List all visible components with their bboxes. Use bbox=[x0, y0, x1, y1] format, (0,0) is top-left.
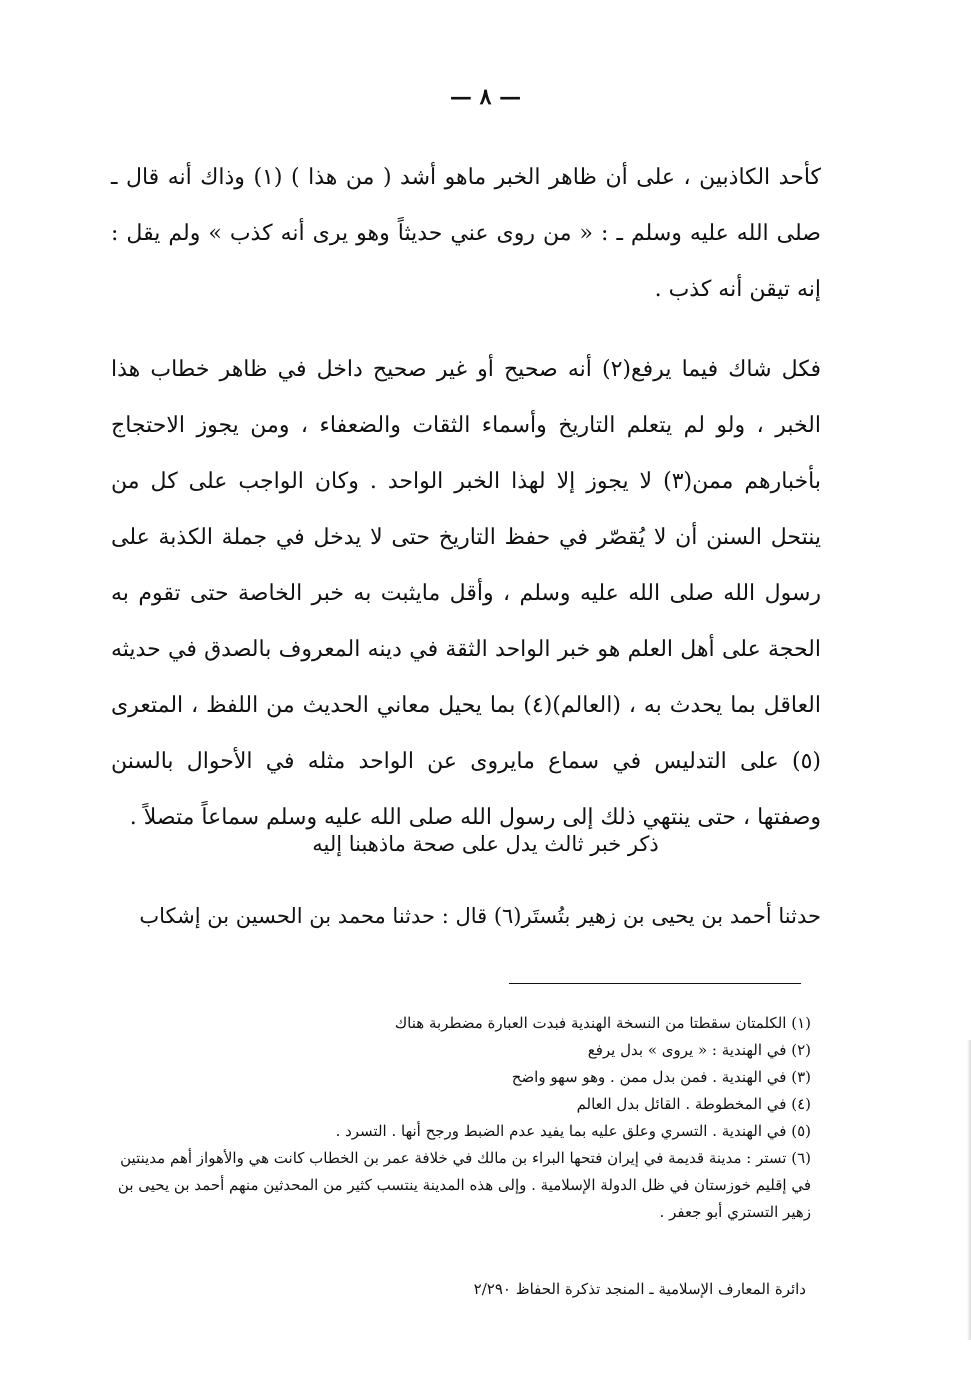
footnote-4: (٤) في المخطوطة . القائل بدل العالم bbox=[576, 1095, 811, 1113]
paragraph-2: فكل شاك فيما يرفع(٢) أنه صحيح أو غير صحيح داخل في ظاهر خطاب هذا الخبر ، ولو لم يتعلم التاريخ وأسماء الثقات والضعفاء ، ومن يجوز الاحتجاج بأخبارهم ممن(٣) لا يجوز إلا لهذا الخبر الواحد . وكان الواجب على كل من ينتحل السنن أن لا يُقصّر في حفظ التاريخ حتى لا يدخل في جملة الكذبة على رسول الله صلى الله عليه وسلم ، وأقل مايثبت به خبر الخاصة حتى تقوم به الحجة على أهل العلم هو خبر الواحد الثقة في دينه المعروف بالصدق في حديثه العاقل بما يحدث به ، (العالم)(٤) بما يحيل معاني الحديث من اللفظ ، المتعرى (٥) على التدليس في سماع مايروى عن الواحد مثله في الأحوال بالسنن وصفتها ، حتى ينتهي ذلك إلى رسول الله صلى الله عليه وسلم سماعاً متصلاً . bbox=[111, 357, 821, 830]
footnote-5: (٥) في الهندية . التسري وعلق عليه بما يفيد عدم الضبط ورجح أنها . التسرد . bbox=[335, 1122, 811, 1140]
section-heading: ذكر خبر ثالث يدل على صحة ماذهبنا إليه bbox=[312, 832, 659, 856]
paragraph-1: كأحد الكاذبين ، على أن ظاهر الخبر ماهو أشد ( من هذا ) (١) وذاك أنه قال ـ صلى الله عليه وسلم ـ : « من روى عني حديثاً وهو يرى أنه كذب » ولم يقل : إنه تيقن أنه كذب . bbox=[111, 165, 821, 302]
scan-edge-shadow bbox=[967, 1040, 971, 1340]
footnote-source: دائرة المعارف الإسلامية ـ المنجد تذكرة الحفاظ ٢/٢٩٠ bbox=[473, 1280, 806, 1298]
footnotes-list bbox=[111, 1010, 811, 1226]
footnote-separator bbox=[509, 983, 801, 984]
footnote-3: (٣) في الهندية . فمن بدل ممن . وهو سهو واضح bbox=[511, 1068, 811, 1086]
footnote-6: (٦) تستر : مدينة قديمة في إيران فتحها البراء بن مالك في خلافة عمر بن الخطاب كانت هي والأهواز أهم مدينتين في إقليم خوزستان في ظل الدولة الإسلامية . وإلى هذه المدينة ينتسب كثير من المحدثين منهم أحمد بن يحيى بن زهير التستري أبو جعفر . bbox=[117, 1149, 811, 1221]
paragraph-3: حدثنا أحمد بن يحيى بن زهير بتُستَر(٦) قال : حدثنا محمد بن الحسين بن إشكاب bbox=[139, 904, 821, 928]
page-number: — ٨ — bbox=[449, 84, 522, 110]
footnote-1: (١) الكلمتان سقطتا من النسخة الهندية فبدت العبارة مضطربة هناك bbox=[394, 1014, 811, 1032]
footnote-2: (٢) في الهندية : « يروى » بدل يرفع bbox=[587, 1041, 811, 1059]
